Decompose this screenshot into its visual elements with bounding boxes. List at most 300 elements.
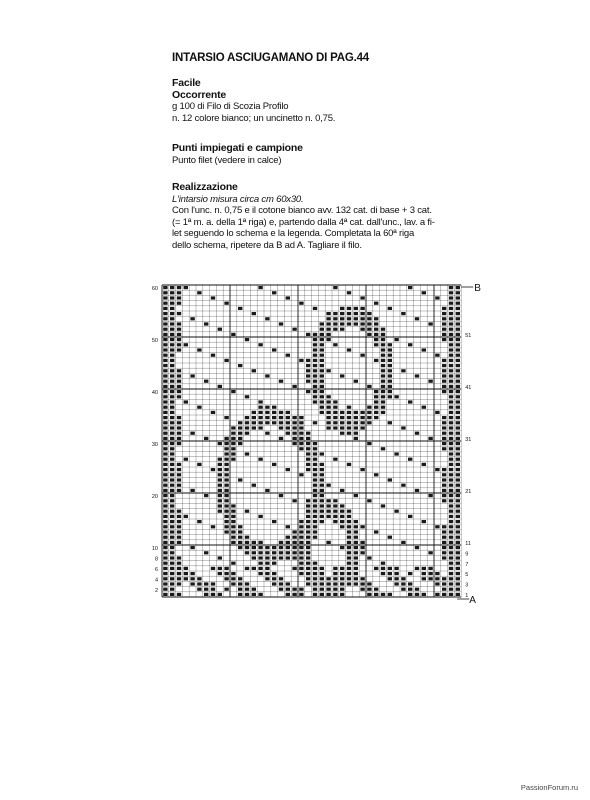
filled-cell	[360, 411, 364, 414]
filled-cell	[306, 374, 310, 377]
filled-cell	[354, 536, 358, 539]
filled-cell	[177, 395, 181, 398]
filled-cell	[367, 582, 371, 585]
filled-cell	[347, 551, 351, 554]
filled-cell	[252, 484, 256, 487]
filled-cell	[449, 343, 453, 346]
filled-cell	[354, 577, 358, 580]
filled-cell	[313, 489, 317, 492]
filled-cell	[442, 317, 446, 320]
filled-cell	[340, 489, 344, 492]
filled-cell	[258, 515, 262, 518]
filled-cell	[374, 567, 378, 570]
filled-cell	[388, 380, 392, 383]
filled-cell	[177, 515, 181, 518]
filled-cell	[456, 369, 460, 372]
filled-cell	[354, 411, 358, 414]
filled-cell	[163, 359, 167, 362]
filled-cell	[388, 348, 392, 351]
filled-cell	[306, 546, 310, 549]
filled-cell	[320, 484, 324, 487]
filled-cell	[394, 510, 398, 513]
filled-cell	[286, 588, 290, 591]
marker-b-label: B	[474, 283, 481, 294]
filled-cell	[299, 442, 303, 445]
filled-cell	[340, 582, 344, 585]
filled-cell	[163, 406, 167, 409]
filled-cell	[279, 426, 283, 429]
filled-cell	[177, 385, 181, 388]
filled-cell	[272, 577, 276, 580]
filled-cell	[211, 582, 215, 585]
filled-cell	[306, 390, 310, 393]
filled-cell	[449, 338, 453, 341]
filled-cell	[252, 546, 256, 549]
filled-cell	[306, 447, 310, 450]
filled-cell	[177, 562, 181, 565]
filled-cell	[449, 536, 453, 539]
filled-cell	[177, 390, 181, 393]
filled-cell	[218, 442, 222, 445]
filled-cell	[313, 468, 317, 471]
filled-cell	[170, 510, 174, 513]
filled-cell	[313, 504, 317, 507]
filled-cell	[347, 421, 351, 424]
filled-cell	[360, 421, 364, 424]
filled-cell	[163, 551, 167, 554]
filled-cell	[231, 452, 235, 455]
filled-cell	[286, 432, 290, 435]
filled-cell	[442, 426, 446, 429]
filled-cell	[442, 421, 446, 424]
filled-cell	[224, 463, 228, 466]
filled-cell	[306, 359, 310, 362]
filled-cell	[292, 541, 296, 544]
filled-cell	[286, 556, 290, 559]
filled-cell	[381, 348, 385, 351]
filled-cell	[442, 530, 446, 533]
filled-cell	[163, 582, 167, 585]
filled-cell	[170, 546, 174, 549]
filled-cell	[367, 421, 371, 424]
filled-cell	[367, 322, 371, 325]
filled-cell	[224, 473, 228, 476]
filled-cell	[374, 406, 378, 409]
filled-cell	[340, 317, 344, 320]
filled-cell	[428, 380, 432, 383]
filled-cell	[265, 562, 269, 565]
filled-cell	[184, 286, 188, 289]
filled-cell	[354, 307, 358, 310]
filled-cell	[442, 322, 446, 325]
filled-cell	[245, 593, 249, 596]
filled-cell	[374, 593, 378, 596]
filled-cell	[218, 593, 222, 596]
filled-cell	[347, 536, 351, 539]
filled-cell	[170, 515, 174, 518]
filled-cell	[313, 338, 317, 341]
filled-cell	[265, 551, 269, 554]
filled-cell	[435, 572, 439, 575]
filled-cell	[326, 504, 330, 507]
filled-cell	[177, 510, 181, 513]
filled-cell	[313, 364, 317, 367]
filled-cell	[177, 322, 181, 325]
filled-cell	[299, 447, 303, 450]
filled-cell	[252, 541, 256, 544]
filled-cell	[347, 567, 351, 570]
filled-cell	[245, 588, 249, 591]
filled-cell	[333, 328, 337, 331]
filled-cell	[170, 333, 174, 336]
filled-cell	[326, 582, 330, 585]
filled-cell	[170, 567, 174, 570]
filled-cell	[279, 421, 283, 424]
filled-cell	[170, 302, 174, 305]
filled-cell	[258, 567, 262, 570]
filled-cell	[252, 556, 256, 559]
filled-cell	[374, 395, 378, 398]
filled-cell	[313, 380, 317, 383]
filled-cell	[245, 395, 249, 398]
filled-cell	[347, 556, 351, 559]
page-title: INTARSIO ASCIUGAMANO DI PAG.44	[172, 52, 369, 64]
filled-cell	[388, 567, 392, 570]
filled-cell	[197, 463, 201, 466]
filled-cell	[265, 546, 269, 549]
filled-cell	[238, 525, 242, 528]
instructions-line-1: Con l'unc. n. 0,75 e il cotone bianco avv. 132 cat. di base + 3 cat.	[172, 205, 432, 216]
filled-cell	[265, 572, 269, 575]
filled-cell	[163, 354, 167, 357]
filled-cell	[313, 562, 317, 565]
filled-cell	[449, 494, 453, 497]
filled-cell	[218, 458, 222, 461]
filled-cell	[272, 463, 276, 466]
filled-cell	[279, 546, 283, 549]
filled-cell	[286, 546, 290, 549]
filled-cell	[231, 541, 235, 544]
filled-cell	[190, 432, 194, 435]
filled-cell	[313, 593, 317, 596]
filled-cell	[163, 432, 167, 435]
filled-cell	[340, 312, 344, 315]
filled-cell	[258, 343, 262, 346]
filled-cell	[394, 452, 398, 455]
filled-cell	[313, 421, 317, 424]
filled-cell	[177, 296, 181, 299]
filled-cell	[340, 520, 344, 523]
filled-cell	[197, 582, 201, 585]
filled-cell	[252, 588, 256, 591]
filled-cell	[211, 567, 215, 570]
filled-cell	[449, 473, 453, 476]
filled-cell	[401, 426, 405, 429]
filled-cell	[326, 338, 330, 341]
filled-cell	[231, 437, 235, 440]
filled-cell	[177, 312, 181, 315]
filled-cell	[381, 338, 385, 341]
filled-cell	[218, 473, 222, 476]
filled-cell	[360, 551, 364, 554]
filled-cell	[347, 322, 351, 325]
filled-cell	[347, 572, 351, 575]
filled-cell	[347, 530, 351, 533]
filled-cell	[252, 567, 256, 570]
filled-cell	[306, 562, 310, 565]
filled-cell	[224, 452, 228, 455]
filled-cell	[456, 458, 460, 461]
filled-cell	[374, 343, 378, 346]
filled-cell	[333, 510, 337, 513]
instructions-line-2: (= 1ª m. a. della 1ª riga) e, partendo dalla 4ª cat. dall'unc., lav. a fi-	[172, 216, 435, 228]
filled-cell	[449, 530, 453, 533]
filled-cell	[320, 354, 324, 357]
filled-cell	[218, 572, 222, 575]
filled-cell	[265, 374, 269, 377]
filled-cell	[170, 338, 174, 341]
filled-cell	[347, 291, 351, 294]
filled-cell	[286, 582, 290, 585]
filled-cell	[224, 447, 228, 450]
filled-cell	[306, 515, 310, 518]
filled-cell	[258, 458, 262, 461]
filled-cell	[170, 541, 174, 544]
filled-cell	[306, 468, 310, 471]
filled-cell	[197, 577, 201, 580]
filled-cell	[333, 400, 337, 403]
filled-cell	[272, 562, 276, 565]
filled-cell	[326, 369, 330, 372]
section-stitches	[172, 143, 303, 166]
filled-cell	[388, 478, 392, 481]
filled-cell	[401, 541, 405, 544]
filled-cell	[320, 348, 324, 351]
filled-cell	[177, 333, 181, 336]
filled-cell	[320, 593, 324, 596]
filled-cell	[449, 593, 453, 596]
filled-cell	[170, 556, 174, 559]
filled-cell	[170, 432, 174, 435]
filled-cell	[394, 395, 398, 398]
filled-cell	[265, 577, 269, 580]
filled-cell	[279, 588, 283, 591]
filled-cell	[360, 328, 364, 331]
filled-cell	[163, 452, 167, 455]
filled-cell	[306, 551, 310, 554]
filled-cell	[177, 489, 181, 492]
filled-cell	[170, 369, 174, 372]
filled-cell	[313, 307, 317, 310]
filled-cell	[388, 593, 392, 596]
filled-cell	[449, 385, 453, 388]
row-label-left: 2	[154, 587, 158, 594]
row-label-left: 4	[154, 577, 158, 584]
filled-cell	[177, 463, 181, 466]
filled-cell	[449, 515, 453, 518]
filled-cell	[279, 556, 283, 559]
filled-cell	[449, 588, 453, 591]
filled-cell	[272, 348, 276, 351]
filled-cell	[456, 530, 460, 533]
filled-cell	[177, 593, 181, 596]
filled-cell	[224, 302, 228, 305]
filled-cell	[442, 536, 446, 539]
filled-cell	[177, 416, 181, 419]
filled-cell	[333, 416, 337, 419]
filled-cell	[320, 572, 324, 575]
row-label-left: 10	[151, 546, 158, 553]
filled-cell	[449, 551, 453, 554]
filled-cell	[456, 463, 460, 466]
filled-cell	[252, 369, 256, 372]
filled-cell	[190, 572, 194, 575]
filled-cell	[163, 499, 167, 502]
filled-cell	[408, 400, 412, 403]
filled-cell	[388, 369, 392, 372]
filled-cell	[456, 593, 460, 596]
filled-cell	[442, 556, 446, 559]
filled-cell	[388, 421, 392, 424]
filled-cell	[347, 510, 351, 513]
filled-cell	[456, 343, 460, 346]
filled-cell	[279, 582, 283, 585]
filled-cell	[224, 478, 228, 481]
filled-cell	[326, 593, 330, 596]
filled-cell	[190, 577, 194, 580]
filled-cell	[320, 577, 324, 580]
filled-cell	[340, 567, 344, 570]
filled-cell	[442, 577, 446, 580]
filled-cell	[204, 380, 208, 383]
filled-cell	[313, 348, 317, 351]
filled-cell	[163, 458, 167, 461]
filled-cell	[238, 421, 242, 424]
filled-cell	[258, 551, 262, 554]
filled-cell	[258, 286, 262, 289]
filled-cell	[449, 307, 453, 310]
filled-cell	[456, 473, 460, 476]
filled-cell	[224, 494, 228, 497]
filled-cell	[428, 494, 432, 497]
filled-cell	[456, 556, 460, 559]
filled-cell	[381, 406, 385, 409]
filled-cell	[299, 432, 303, 435]
filled-cell	[381, 359, 385, 362]
filled-cell	[286, 593, 290, 596]
filled-cell	[320, 369, 324, 372]
filled-cell	[258, 556, 262, 559]
filled-cell	[326, 577, 330, 580]
filled-cell	[170, 354, 174, 357]
filled-cell	[306, 442, 310, 445]
filled-cell	[360, 426, 364, 429]
filled-cell	[449, 359, 453, 362]
filled-cell	[374, 400, 378, 403]
filled-cell	[265, 406, 269, 409]
filled-cell	[320, 478, 324, 481]
filled-cell	[347, 432, 351, 435]
filled-cell	[163, 333, 167, 336]
filled-cell	[163, 504, 167, 507]
filled-cell	[272, 546, 276, 549]
filled-cell	[231, 582, 235, 585]
filled-cell	[231, 458, 235, 461]
filled-cell	[415, 489, 419, 492]
filled-cell	[320, 395, 324, 398]
filled-cell	[442, 525, 446, 528]
filled-cell	[381, 395, 385, 398]
filled-cell	[340, 510, 344, 513]
filled-cell	[333, 520, 337, 523]
filled-cell	[245, 416, 249, 419]
filled-cell	[279, 494, 283, 497]
marker-a-label: A	[469, 595, 476, 606]
filled-cell	[211, 588, 215, 591]
filled-cell	[313, 582, 317, 585]
filled-cell	[299, 302, 303, 305]
filled-cell	[177, 556, 181, 559]
filled-cell	[367, 499, 371, 502]
filled-cell	[320, 374, 324, 377]
filled-cell	[163, 312, 167, 315]
filled-cell	[306, 437, 310, 440]
filled-cell	[252, 421, 256, 424]
filled-cell	[170, 447, 174, 450]
filled-cell	[326, 322, 330, 325]
filled-cell	[354, 312, 358, 315]
filled-cell	[442, 369, 446, 372]
filled-cell	[211, 593, 215, 596]
filled-cell	[163, 593, 167, 596]
filled-cell	[320, 489, 324, 492]
filled-cell	[306, 510, 310, 513]
filled-cell	[177, 421, 181, 424]
filled-cell	[313, 478, 317, 481]
filled-cell	[442, 374, 446, 377]
filled-cell	[218, 463, 222, 466]
filled-cell	[163, 546, 167, 549]
filled-cell	[347, 541, 351, 544]
filled-cell	[299, 546, 303, 549]
filled-cell	[163, 510, 167, 513]
filled-cell	[456, 582, 460, 585]
filled-cell	[456, 577, 460, 580]
filled-cell	[354, 416, 358, 419]
filled-cell	[449, 478, 453, 481]
filled-cell	[456, 515, 460, 518]
filled-cell	[320, 338, 324, 341]
filled-cell	[163, 577, 167, 580]
filled-cell	[449, 484, 453, 487]
filled-cell	[326, 400, 330, 403]
filled-cell	[449, 406, 453, 409]
filled-cell	[163, 411, 167, 414]
row-label-right: 3	[465, 582, 469, 589]
stitches-heading: Punti impiegati e campione	[172, 142, 303, 154]
filled-cell	[299, 520, 303, 523]
filled-cell	[340, 432, 344, 435]
filled-cell	[442, 312, 446, 315]
filled-cell	[238, 426, 242, 429]
filled-cell	[347, 307, 351, 310]
filled-cell	[347, 463, 351, 466]
filled-cell	[238, 364, 242, 367]
filled-cell	[224, 458, 228, 461]
filled-cell	[197, 406, 201, 409]
filled-cell	[456, 374, 460, 377]
filled-cell	[320, 588, 324, 591]
